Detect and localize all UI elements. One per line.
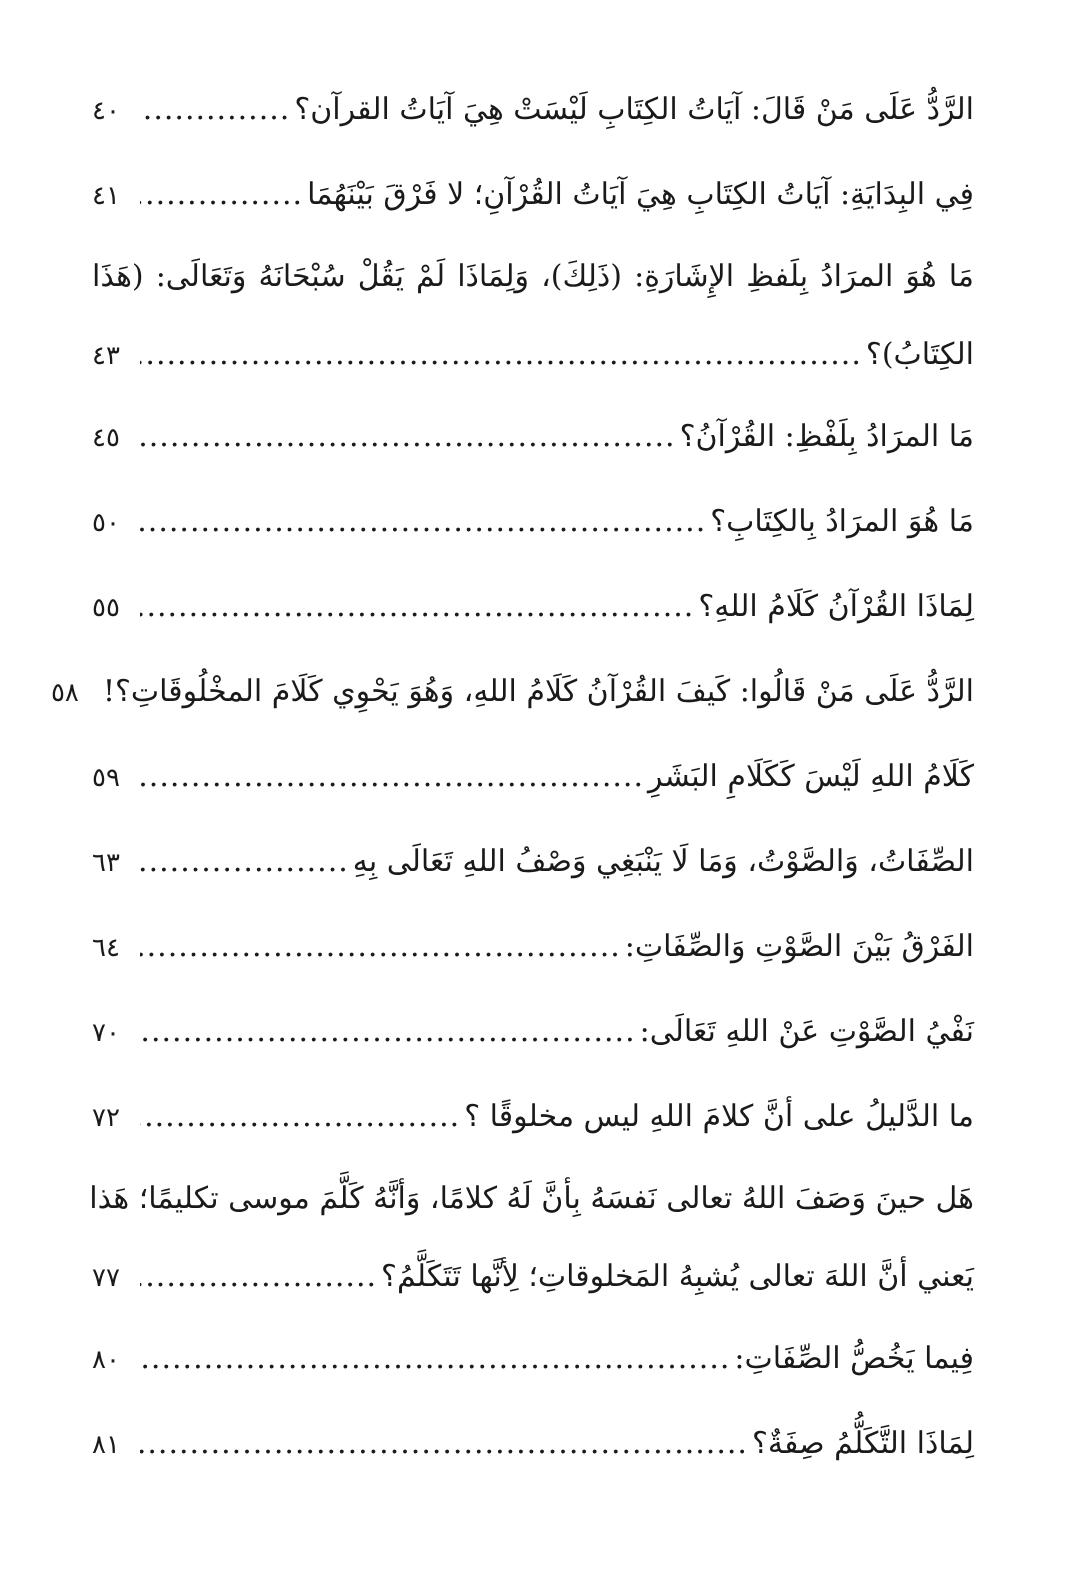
dot-leader — [140, 990, 636, 1074]
toc-entry-title: لِمَاذَا التَّكَلُّمُ صِفَةٌ؟ — [751, 1426, 974, 1461]
dot-leader — [140, 68, 290, 152]
toc-entry-page: ٥٥ — [92, 593, 120, 623]
toc-entry-page: ٥٠ — [92, 508, 120, 538]
toc-entry-title: نَفْيُ الصَّوْتِ عَنْ اللهِ تَعَالَى: — [639, 1014, 974, 1049]
toc-entry-title: الصِّفَاتُ، وَالصَّوْتُ، وَمَا لَا يَنْبَغِي وَصْفُ اللهِ تَعَالَى بِهِ — [352, 844, 974, 879]
dot-leader — [140, 735, 644, 819]
dot-leader — [140, 1238, 377, 1316]
table-of-contents — [50, 68, 974, 1487]
dot-leader — [140, 395, 676, 479]
toc-entry — [92, 990, 974, 1075]
toc-entry-title: مَا المرَادُ بِلَفْظِ: القُرْآنُ؟ — [679, 419, 974, 454]
dot-leader — [140, 316, 862, 394]
toc-entry-page: ٧٢ — [92, 1103, 120, 1133]
dot-leader — [140, 1402, 748, 1486]
toc-entry-page: ٨٠ — [92, 1345, 120, 1375]
toc-entry-line2 — [92, 316, 974, 395]
toc-entry — [92, 820, 974, 905]
toc-entry — [92, 153, 974, 238]
toc-entry-page: ٤٠ — [92, 96, 120, 126]
toc-entry — [92, 565, 974, 650]
toc-entry-page: ٥٨ — [50, 678, 79, 708]
toc-entry — [92, 1402, 974, 1487]
dot-leader — [140, 480, 706, 564]
toc-entry-title: كَلَامُ اللهِ لَيْسَ كَكَلَامِ البَشَرِ — [647, 759, 974, 794]
dot-leader — [140, 905, 621, 989]
toc-entry-page: ٧٧ — [92, 1263, 120, 1293]
toc-entry — [92, 480, 974, 565]
dot-leader — [140, 153, 303, 237]
dot-leader — [140, 1317, 730, 1401]
toc-entry-line2 — [92, 1238, 974, 1317]
toc-entry-page: ٤٣ — [92, 341, 120, 371]
toc-entry — [92, 735, 974, 820]
toc-entry-page: ٥٩ — [92, 763, 120, 793]
toc-entry-title: مَا هُوَ المرَادُ بِالكِتَابِ؟ — [710, 504, 974, 539]
toc-entry — [92, 1075, 974, 1160]
toc-entry-title: الفَرْقُ بَيْنَ الصَّوْتِ وَالصِّفَاتِ: — [624, 929, 974, 964]
toc-entry-title: فِي البِدَايَةِ: آيَاتُ الكِتَابِ هِيَ آيَاتُ القُرْآنِ؛ لا فَرْقَ بَيْنَهُمَا — [307, 177, 974, 212]
toc-entry-page: ٤٥ — [92, 423, 120, 453]
toc-entry — [92, 238, 974, 395]
toc-entry-page: ٦٣ — [92, 848, 120, 878]
dot-leader — [140, 565, 694, 649]
toc-entry-title: لِمَاذَا القُرْآنُ كَلَامُ اللهِ؟ — [698, 589, 974, 624]
toc-entry-title: الرَّدُّ عَلَى مَنْ قَالُوا: كَيفَ القُرْآنُ كَلَامُ اللهِ، وَهُوَ يَحْوِي كَلَامَ المخْلُوقَاتِ؟! — [102, 674, 974, 709]
toc-entry — [92, 1317, 974, 1402]
toc-entry — [92, 395, 974, 480]
toc-entry-page: ٧٠ — [92, 1018, 120, 1048]
toc-entry-title-line1: هَل حينَ وَصَفَ اللهُ تعالى نَفسَهُ بِأنَّ لَهُ كلامًا، وَأنَّهُ كَلَّمَ موسى تكليمًا؛ هَذا — [89, 1181, 974, 1216]
toc-entry — [92, 68, 974, 153]
toc-entry-title: الرَّدُّ عَلَى مَنْ قَالَ: آيَاتُ الكِتَابِ لَيْسَتْ هِيَ آيَاتُ القرآن؟ — [294, 92, 974, 127]
toc-entry-title-line1: مَا هُوَ المرَادُ بِلَفظِ الإِشَارَةِ: (ذَلِكَ)، وَلِمَاذَا لَمْ يَقُلْ سُبْحَانَهُ وَتَعَالَى: (هَذَا — [92, 259, 974, 294]
dot-leader — [140, 820, 349, 904]
toc-entry-title: فِيما يَخُصُّ الصِّفَاتِ: — [734, 1341, 974, 1376]
toc-entry-page: ٦٤ — [92, 933, 120, 963]
toc-entry — [89, 1160, 974, 1317]
toc-entry-title-line2: الكِتَابُ)؟ — [865, 337, 974, 372]
toc-entry-title: ما الدَّليلُ على أنَّ كلامَ اللهِ ليس مخلوقًا ؟ — [464, 1099, 974, 1134]
toc-entry — [50, 650, 974, 735]
toc-entry-title-line2: يَعني أنَّ اللهَ تعالى يُشبِهُ المَخلوقاتِ؛ لِأنَّها تَتَكَلَّمُ؟ — [381, 1259, 974, 1294]
toc-entry — [92, 905, 974, 990]
toc-entry-page: ٤١ — [92, 181, 120, 211]
toc-entry-page: ٨١ — [92, 1430, 120, 1460]
dot-leader — [140, 1075, 460, 1159]
